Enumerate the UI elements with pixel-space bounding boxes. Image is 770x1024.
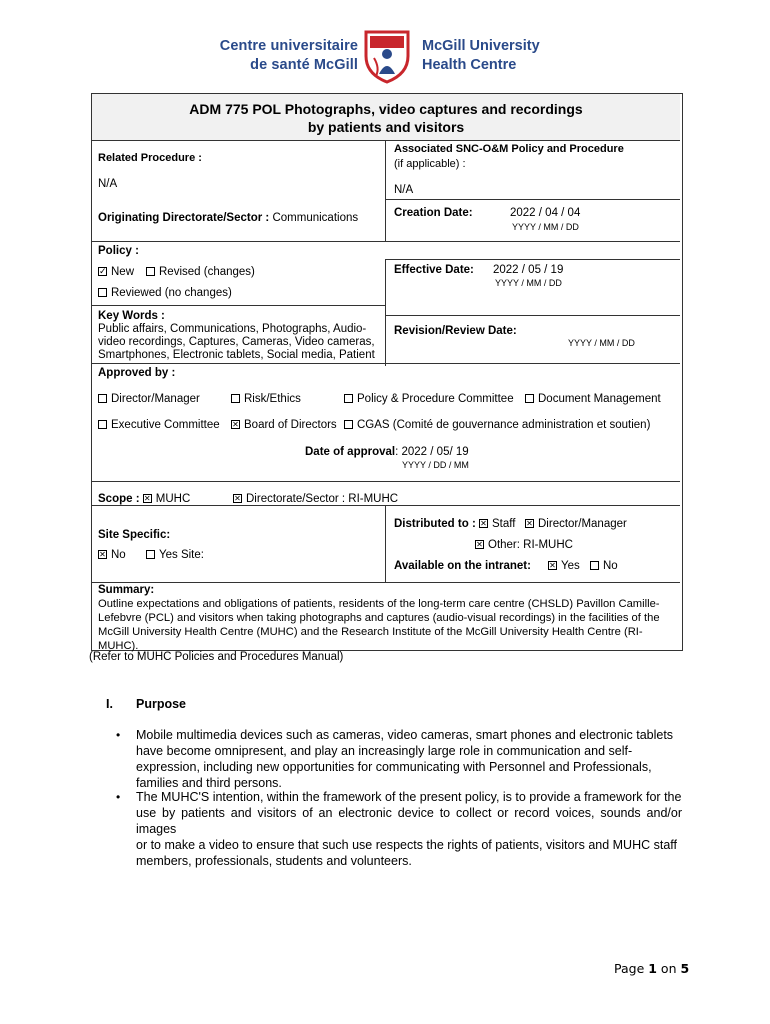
- keywords-line2: video recordings, Captures, Cameras, Video cameras,: [98, 336, 375, 348]
- date-of-approval-format: YYYY / DD / MM: [402, 460, 469, 470]
- originating-directorate: Originating Directorate/Sector : Communications: [98, 212, 359, 224]
- intranet-label: Available on the intranet:: [394, 560, 531, 572]
- summary-line3: McGill University Health Centre (MUHC) and the Research Institute of the McGill University Health Centre (RI-: [98, 626, 643, 638]
- site-yes-checkbox[interactable]: Yes Site:: [146, 549, 204, 561]
- page-number: Page 1 on 5: [614, 961, 690, 976]
- approval-policy-committee-checkbox[interactable]: Policy & Procedure Committee: [344, 393, 514, 405]
- approval-cgas-checkbox[interactable]: CGAS (Comité de gouvernance administration et soutien): [344, 419, 650, 431]
- logo-english-name: McGill University Health Centre: [422, 38, 540, 73]
- logo-french-name: Centre universitaire de santé McGill: [219, 38, 358, 73]
- section-heading-purpose: Purpose: [136, 697, 187, 711]
- document-title-line1: ADM 775 POL Photographs, video captures and recordings: [189, 101, 583, 117]
- creation-date-label: Creation Date:: [394, 207, 473, 219]
- policy-revised-checkbox[interactable]: Revised (changes): [146, 266, 255, 278]
- document-title-line2: by patients and visitors: [307, 119, 465, 135]
- policy-info-table: [91, 93, 683, 651]
- keywords-line3: Smartphones, Electronic tablets, Social media, Patient: [98, 349, 375, 361]
- section-numeral: I.: [106, 697, 113, 711]
- effective-date-label: Effective Date:: [394, 264, 474, 276]
- approval-risk-ethics-checkbox[interactable]: Risk/Ethics: [231, 393, 301, 405]
- approval-director-manager-checkbox[interactable]: Director/Manager: [98, 393, 200, 405]
- creation-date-format: YYYY / MM / DD: [512, 222, 579, 232]
- date-of-approval: Date of approval: 2022 / 05/ 19: [305, 446, 469, 458]
- associated-policy-sub: (if applicable) :: [394, 158, 466, 170]
- distributed-director-manager[interactable]: ✕ Director/Manager: [525, 518, 627, 530]
- intranet-yes-checkbox[interactable]: ✕ Yes: [548, 560, 580, 572]
- refer-manual-note: (Refer to MUHC Policies and Procedures Manual): [89, 651, 344, 663]
- summary-line4: MUHC).: [98, 640, 139, 652]
- approval-board-checkbox[interactable]: ✕ Board of Directors: [231, 419, 337, 431]
- policy-new-checkbox[interactable]: ✓New: [98, 266, 134, 278]
- muhc-shield-logo: [362, 28, 412, 84]
- approval-executive-committee-checkbox[interactable]: Executive Committee: [98, 419, 220, 431]
- effective-date-value: 2022 / 05 / 19: [493, 264, 564, 276]
- scope-directorate[interactable]: ✕ Directorate/Sector : RI-MUHC: [233, 493, 398, 505]
- policy-reviewed-checkbox[interactable]: Reviewed (no changes): [98, 287, 232, 299]
- summary-line1: Outline expectations and obligations of patients, residents of the long-term care centre (CHSLD) Pavillon Camille-: [98, 598, 660, 610]
- revision-date-format: YYYY / MM / DD: [568, 338, 635, 348]
- effective-date-format: YYYY / MM / DD: [495, 278, 562, 288]
- title-band: [92, 94, 680, 140]
- distributed-other[interactable]: ✕Other: RI-MUHC: [475, 539, 573, 551]
- keywords-label: Key Words :: [98, 310, 165, 322]
- bullet-2-text: The MUHC'S intention, within the framework of the present policy, is to provide a framework for the use by patients and visitors of an electronic device to collect or record voices, sounds and/or images or to make a video to ensure that such use respects the rights of patients, visitors and MUHC staff members, professionals, students and volunteers.: [136, 790, 682, 868]
- bullet-2-marker: •: [116, 790, 121, 804]
- distributed-staff[interactable]: Distributed to : ✕ Staff: [394, 518, 515, 530]
- scope-muhc[interactable]: Scope : ✕ MUHC: [98, 493, 190, 505]
- intranet-no-checkbox[interactable]: No: [590, 560, 618, 572]
- approval-document-management-checkbox[interactable]: Document Management: [525, 393, 661, 405]
- related-procedure-label: Related Procedure :: [98, 152, 202, 164]
- site-no-checkbox[interactable]: ✕No: [98, 549, 126, 561]
- associated-policy-label: Associated SNC-O&M Policy and Procedure: [394, 143, 624, 155]
- creation-date-value: 2022 / 04 / 04: [510, 207, 581, 219]
- associated-policy-value: N/A: [394, 184, 414, 196]
- bullet-1-text: Mobile multimedia devices such as cameras, video cameras, smart phones and electronic tablets have become omnipresent, and play an increasingly large role in communication and self- expression, including new opportunities for communicating with Personnel and Professionals, families and third persons.: [136, 728, 674, 790]
- keywords-line1: Public affairs, Communications, Photographs, Audio-: [98, 323, 367, 335]
- site-specific-label: Site Specific:: [98, 529, 171, 541]
- summary-line2: Lefebvre (PCL) and visitors when taking photographs and captures (audio-visual recordings) in the facilities of the: [98, 612, 660, 624]
- approved-by-label: Approved by :: [98, 367, 176, 379]
- policy-label: Policy :: [98, 245, 139, 257]
- revision-date-label: Revision/Review Date:: [394, 325, 517, 337]
- related-procedure-value: N/A: [98, 178, 118, 190]
- bullet-1-marker: •: [116, 728, 121, 742]
- summary-label: Summary:: [98, 584, 155, 596]
